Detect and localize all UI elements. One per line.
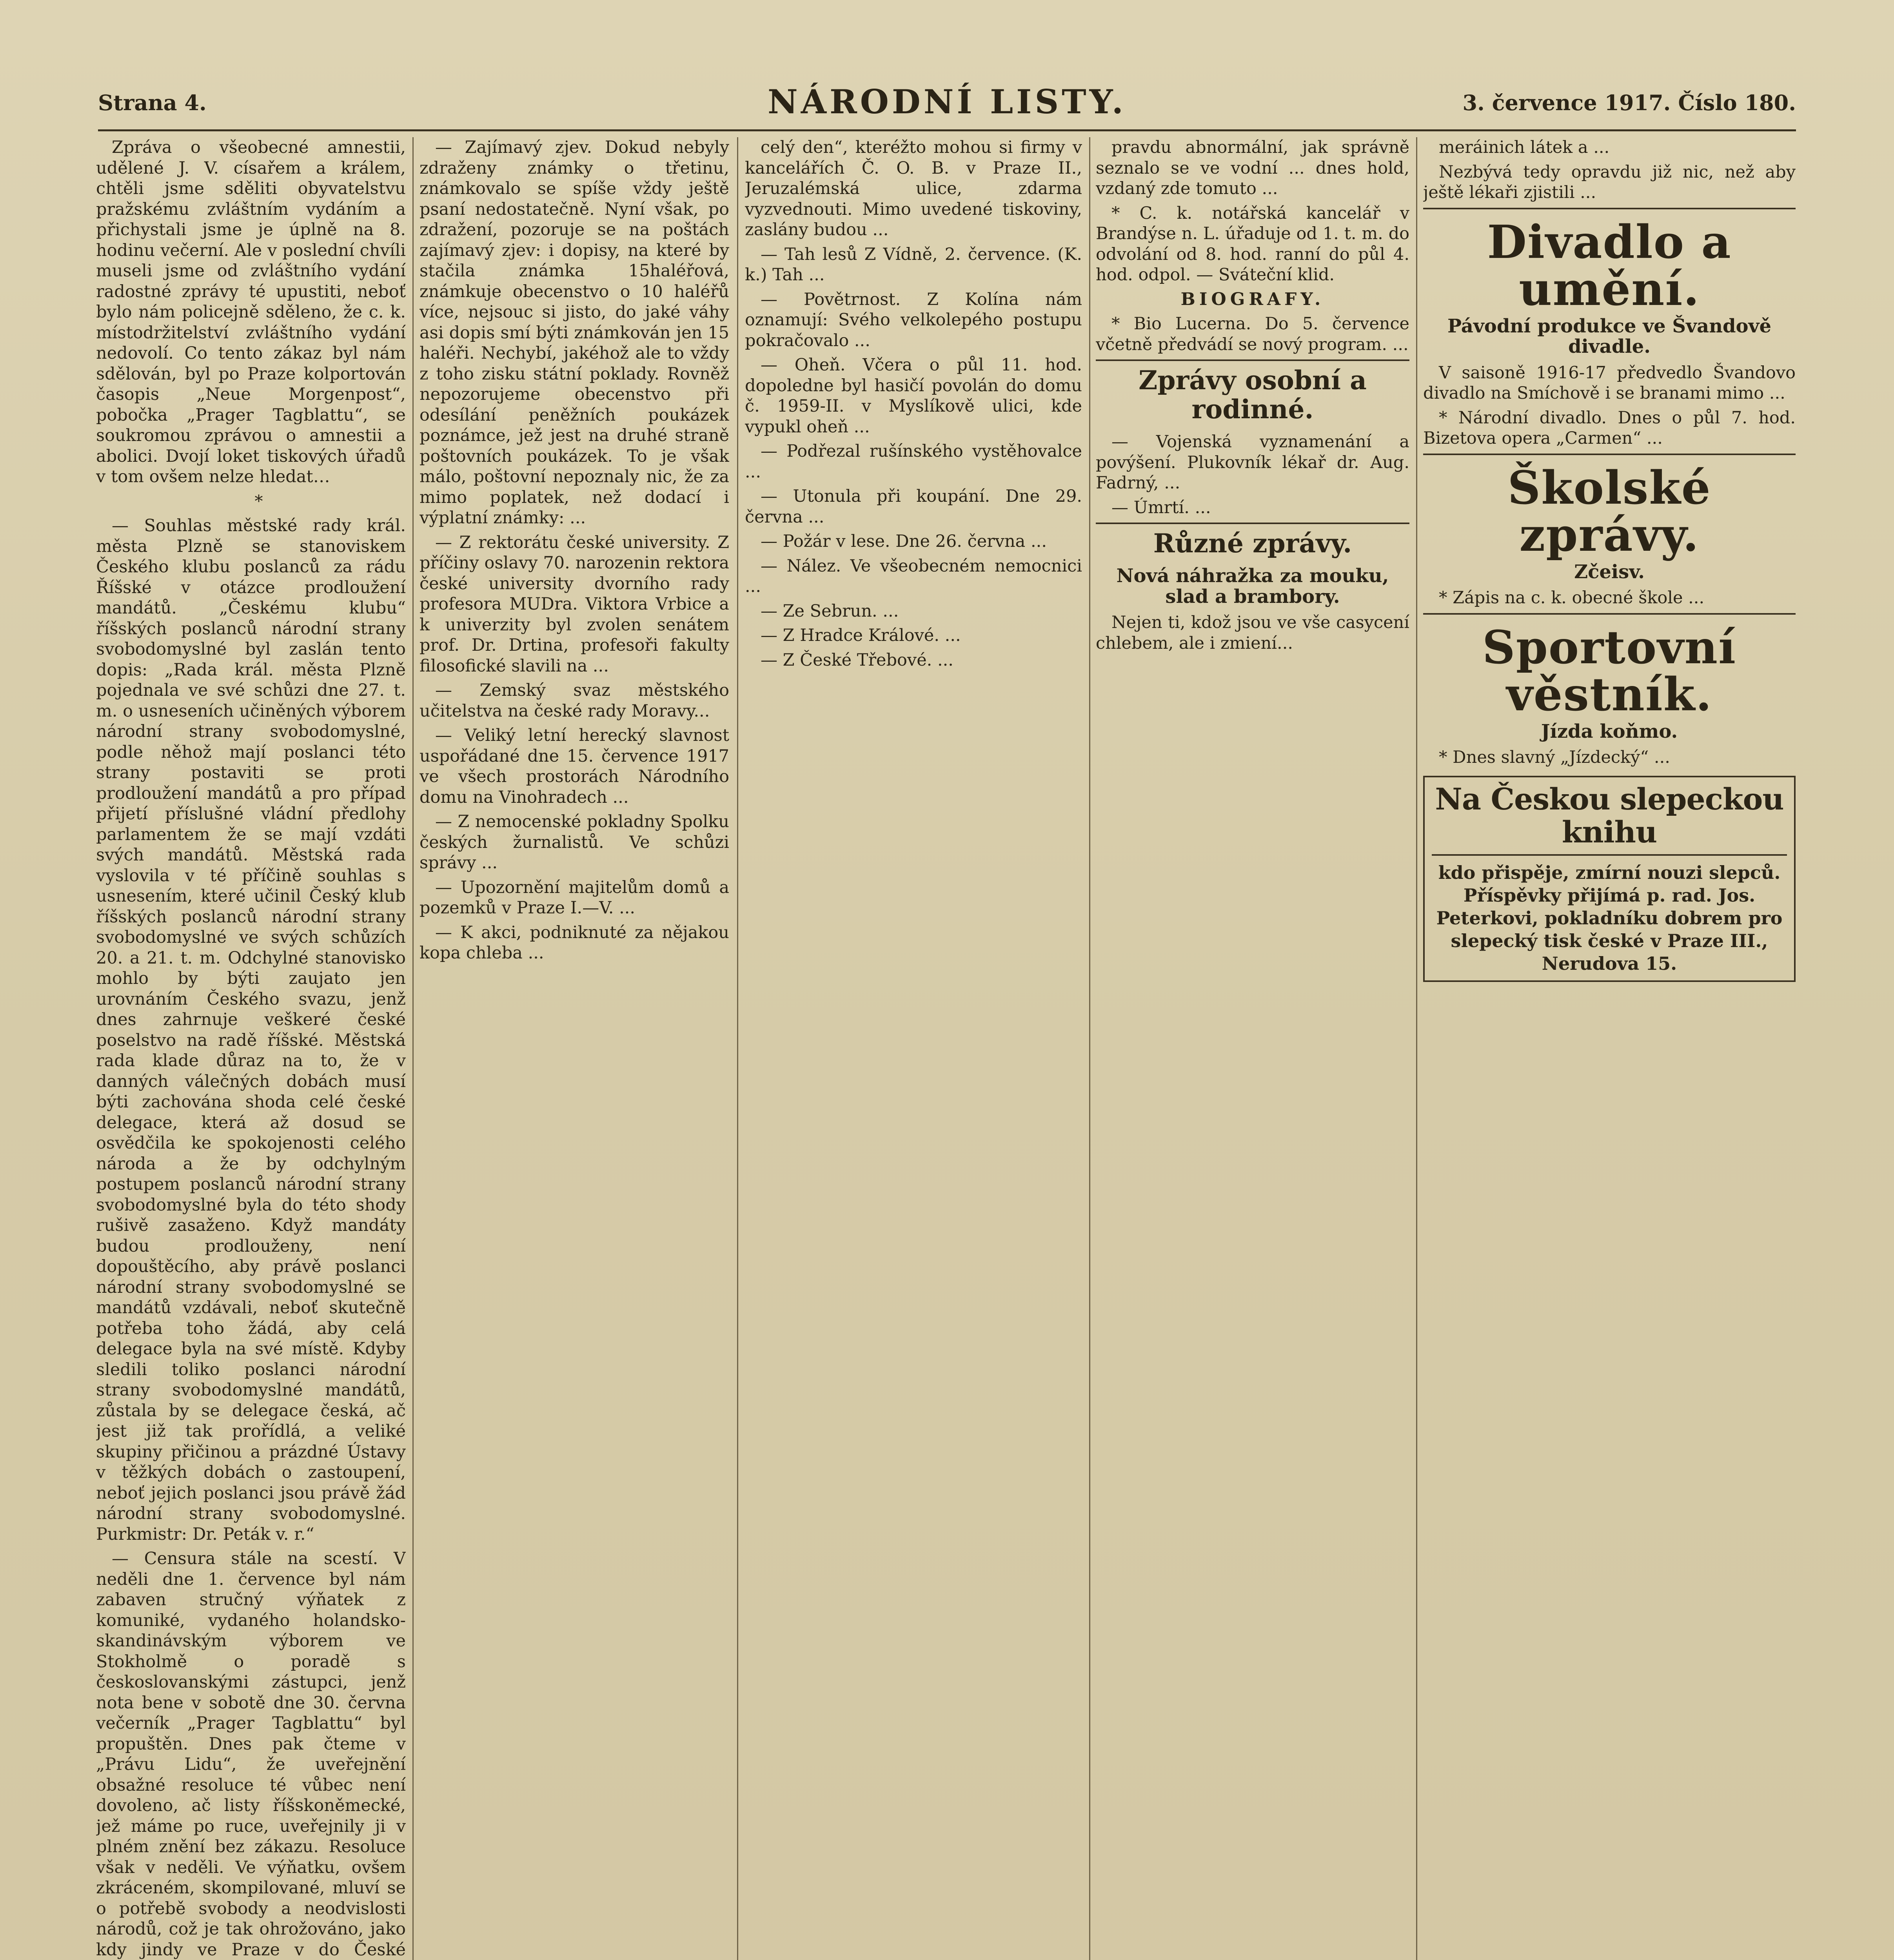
article-pravda: pravdu abnormální, jak správně seznalo se ve vodní ... dnes hold, vzdaný zde tomuto ...	[1096, 138, 1409, 198]
article-notarska-kancelar: * C. k. notářská kancelář v Brandýse n. L. úřaduje od 1. t. m. do odvolání od 8. hod. ranní do půl 4. hod. odpol. — Sváteční klid.	[1096, 203, 1409, 285]
appeal-box-blind-book	[1423, 776, 1796, 982]
section-heading-ruzne: Různé zprávy.	[1153, 528, 1352, 559]
section-subheading-nahrazka: Nová náhražka za mouku, slad a brambory.	[1116, 565, 1389, 608]
column-rule	[1416, 137, 1417, 1960]
section-heading-sport: Sportovní věstník.	[1482, 621, 1737, 721]
section-divider	[1096, 523, 1409, 524]
section-subheading-divadlo: Pávodní produkce ve Švandově divadle.	[1447, 315, 1771, 358]
section-heading-divadlo: Divadlo a umění.	[1487, 215, 1732, 316]
section-heading-biografy: BIOGRAFY.	[1180, 289, 1325, 309]
column-rule	[737, 137, 738, 1960]
article-nemocenska-pokladna: — Z nemocenské pokladny Spolku českých žurnalistů. Ve schůzi správy ...	[419, 812, 729, 873]
appeal-title: Na Českou slepeckou knihu	[1435, 781, 1784, 849]
newspaper-title: NÁRODNÍ LISTY.	[767, 82, 1126, 121]
article-nahrazka: Nejen ti, kdož jsou ve vše casycení chlebem, ale i zmiení...	[1096, 613, 1409, 653]
article-ohen: — Oheň. Včera o půl 11. hod. dopoledne byl hasičí povolán do domu č. 1959-II. v Myslíkově ulici, kde vypukl oheň ...	[745, 355, 1082, 437]
column-4	[1096, 137, 1409, 1960]
article-nalez: — Nález. Ve všeobecném nemocnici ...	[745, 556, 1082, 596]
appeal-divider	[1432, 854, 1787, 856]
article-zemsky-svaz: — Zemský svaz městského učitelstva na české rady Moravy...	[419, 681, 729, 721]
article-zapis-skola: * Zápis na c. k. obecné škole ...	[1439, 588, 1705, 608]
article-tah-losu: — Tah lesů Z Vídně, 2. července. (K. k.) Tah ...	[745, 244, 1082, 285]
section-heading-skolske: Školské zprávy.	[1507, 461, 1711, 562]
article-jizda: * Dnes slavný „Jízdecký“ ...	[1439, 748, 1670, 767]
article-majitele-domu: — Upozornění majitelům domů a pozemků v Praze I.—V. ...	[419, 877, 729, 918]
article-umrti: — Úmrtí. ...	[1111, 497, 1211, 517]
section-divider	[1423, 613, 1796, 615]
article-akce-chleba: — K akci, podniknuté za nějakou kopa chleba ...	[419, 922, 729, 963]
section-heading-osobni: Zprávy osobní a rodinné.	[1139, 365, 1367, 425]
column-5	[1423, 137, 1796, 1960]
article-amnesty: Zpráva o všeobecné amnestii, udělené J. V. císařem a králem, chtěli jsme sděliti obyvatelstvu pražskému zvláštním vydáním a přichystali jsme je úplně na 8. hodinu večerní. Ale v poslední chvíli museli jsme od zvláštního vydání radostné zprávy té upustiti, neboť bylo nám policejně sděleno, že c. k. místodržitelství zvláštního vydání nedovolí. Co tento zákaz byl nám sdělován, byl po Praze kolportován časopis „Neue Morgenpost“, pobočka „Prager Tagblattu“, se soukromou zprávou o amnestii a abolici. Dvojí loket tiskových úřadů v tom ovšem nelze hledat…	[96, 138, 406, 486]
article-povetrnost: — Povětrnost. Z Kolína nám oznamují: Svého velkolepého postupu pokračovalo ...	[745, 289, 1082, 350]
article-bio-lucerna: * Bio Lucerna. Do 5. července včetně předvádí se nový program. ...	[1096, 314, 1409, 354]
article-pozar-v-lese: — Požár v lese. Dne 26. června ...	[761, 532, 1047, 551]
article-rektorat: — Z rektorátu české university. Z příčiny oslavy 70. narozenin rektora české university dvorního rady profesora MUDra. Viktora Vrbice a k univerzity byl zvolen senátem prof. Dr. Drtina, profesoři fakulty filosofické slavili na ...	[419, 532, 729, 676]
section-asterisk: *	[254, 491, 263, 511]
article-podrezal: — Podřezal rušínského vystěhovalce ...	[745, 441, 1082, 482]
section-divider	[1423, 454, 1796, 455]
column-rule	[1089, 137, 1090, 1960]
article-lekari: Nezbývá tedy opravdu již nic, než aby ještě lékaři zjistili ...	[1423, 162, 1796, 202]
article-ze-sebrun: — Ze Sebrun. ...	[761, 601, 899, 621]
article-censura: — Censura stále na scestí. V neděli dne 1. července byl nám zabaven stručný výňatek z komuniké, vydaného holandsko-skandinávským výborem ve Stokholmě o poradě s českoslovanskými zástupci, jenž nota bene v sobotě dne 30. června večerník „Prager Tagblattu“ byl propuštěn. Dnes pak čteme v „Právu Lidu“, že uveřejnění obsažné resoluce té vůbec není dovoleno, ač listy říšskoněmecké, jež máme po ruce, uveřejnily ji v plném znění bez zákazu. Resoluce však v neděli. Ve výňatku, ovšem zkráceném, skompilované, mluví se o potřebě svobody a neodvislosti národů, což je tak ohrožováno, jako kdy jindy ve Praze v do České	[96, 1549, 406, 1960]
column-3	[745, 137, 1082, 1960]
article-hradec-kralove: — Z Hradce Králové. ...	[761, 626, 961, 645]
appeal-text: kdo přispěje, zmírní nouzi slepců. Příspěvky přijímá p. rad. Jos. Peterkovi, pokladníku dobrem pro slepecký tisk české v Praze III., Nerudova 15.	[1436, 862, 1783, 974]
article-herecka-slavnost: — Veliký letní herecký slavnost uspořádané dne 15. července 1917 ve všech prostorách Národního domu na Vinohradech ...	[419, 726, 729, 807]
section-divider	[1423, 208, 1796, 209]
section-subheading-sport: Jízda koňmo.	[1541, 720, 1678, 742]
column-1	[96, 137, 406, 1960]
article-cob-tiskoviny: celý den“, kteréžto mohou si firmy v kancelářích Č. O. B. v Praze II., Jeruzalémská ulice, zdarma vyzvednouti. Mimo uvedené tiskoviny, zaslány budou ...	[745, 138, 1082, 240]
section-divider	[1096, 359, 1409, 361]
column-rule	[412, 137, 414, 1960]
section-subheading-skolske: Zčeisv.	[1574, 561, 1645, 583]
article-zajimavy-zjev: — Zajímavý zjev. Dokud nebyly zdraženy známky o třetinu, známkovalo se spíše vždy ještě psaní nedostatečně. Nyní však, po zdražení, pozoruje se na poštách zajímavý zjev: i dopisy, na které by stačila známka 15haléřová, známkuje obecenstvo o 10 haléřů více, nejsouc si jisto, do jaké váhy asi dopis smí býti známkován jen 15 haléři. Nechybí, jakéhož ale to vždy z toho zisku státní poklady. Rovněž nepozorujeme obecenstvo při odesílání peněžních poukázek poznámce, jež jest na druhé straně poštovních poukázek. To je však málo, poštovní nepoznaly nic, že za mimo poplatek, než dodací i výplatní známky: ...	[419, 138, 729, 528]
article-plzen-council: — Souhlas městské rady král. města Plzně se stanoviskem Českého klubu poslanců za rádu Říšské v otázce prodloužení mandátů. „Českému klubu“ říšských poslanců národní strany svobodomyslné byl zaslán tento dopis: „Rada král. města Plzně pojednala ve své schůzi dne 27. t. m. o usneseních učiněných výborem národní strany svobodomyslné, podle něhož mají poslanci této strany postaviti se proti prodloužení mandátů a pro případ přijetí příslušné vládní předlohy parlamentem že se mají vzdáti svých mandátů. Městská rada vyslovila v té příčině souhlas s usnesením, které učinil Český klub říšských poslanců národní strany svobodomyslné ve svých schůzích 20. a 21. t. m. Odchylné stanovisko mohlo by býti zaujato jen urovnáním Českého svazu, jenž dnes zahrnuje veškeré české poselstvo na radě říšské. Městská rada klade důraz na to, že v danných válečných dobách musí býti zachována shoda celé české delegace, která až dosud se osvědčila ke spokojenosti celého národa a že by odchylným postupem poslanců národní strany svobodomyslné byla do této shody rušivě zasaženo. Když mandáty budou prodlouženy, není dopouštěcího, aby právě poslanci národní strany svobodomyslné se mandátů vzdávali, neboť skutečně potřeba toho žádá, aby celá delegace byla na své místě. Kdyby sledili toliko poslanci národní strany svobodomyslné mandátů, zůstala by se delegace česká, ač jest již tak prořídlá, a veliké skupiny přičinou a prázdné Ústavy v těžkých dobách o zastoupení, neboť jejich poslanci jsou právě žád národní strany svobodomyslné. Purkmistr: Dr. Peták v. r.“	[96, 516, 406, 1544]
page-number: Strana 4.	[98, 90, 207, 115]
article-utonula: — Utonula při koupání. Dne 29. června ...	[745, 486, 1082, 527]
article-svandovo-divadlo: V saisoně 1916-17 předvedlo Švandovo divadlo na Smíchově i se branami mimo ...	[1423, 363, 1796, 403]
issue-date: 3. července 1917. Číslo 180.	[1462, 90, 1796, 115]
article-vyznamenani: — Vojenská vyznamenání a povýšení. Plukovník lékař dr. Aug. Fadrný, ...	[1096, 432, 1409, 493]
article-ceska-trebova: — Z České Třebové. ...	[761, 650, 953, 670]
running-head	[98, 82, 1796, 131]
article-materialni-latky: meráinich látek a ...	[1439, 138, 1610, 157]
article-narodni-divadlo: * Národní divadlo. Dnes o půl 7. hod. Bizetova opera „Carmen“ ...	[1423, 408, 1796, 448]
column-2	[419, 137, 729, 1960]
